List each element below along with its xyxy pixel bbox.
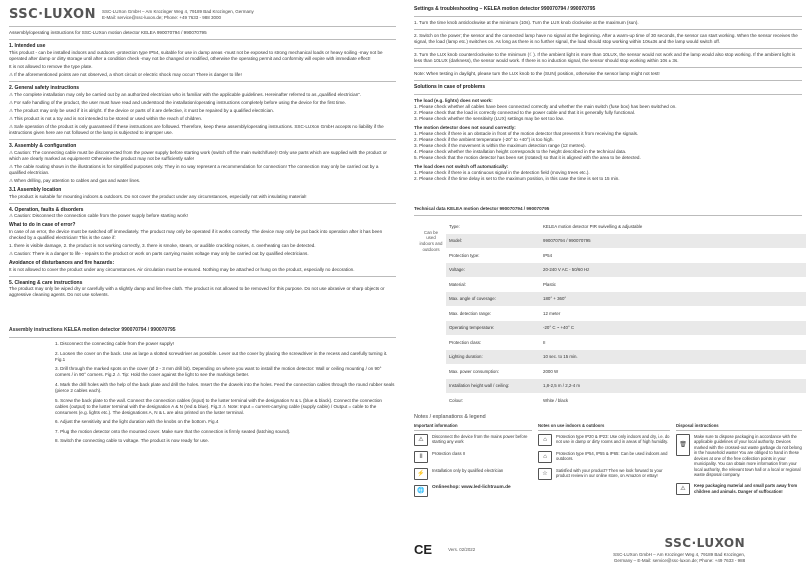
tech-value: 12 meter bbox=[543, 310, 561, 316]
footer-brand bbox=[595, 536, 745, 564]
table-row bbox=[416, 292, 806, 307]
protection-class-icon: II bbox=[414, 451, 428, 463]
divider bbox=[414, 29, 802, 30]
table-row bbox=[416, 263, 806, 278]
divider bbox=[9, 337, 396, 338]
doc-title: Assembly/operating instructions for SSC-LUXon motion detector KELEA 990070794 / 990070795 bbox=[9, 30, 207, 36]
legend-text: Satisfied with your product? Then we look forward to your product review in our online store, on Amazon or eBay! bbox=[556, 467, 663, 479]
assembly-step: 4. Mark the drill holes with the help of the back plate and drill the holes. Insert the the dowels into the holes. Feed the connection cables through the round rubber seals (pierce 2 cables each). bbox=[55, 381, 395, 393]
tech-label: Max. power consumption: bbox=[449, 368, 500, 374]
section-title: 3. Assembly & configuration bbox=[9, 143, 77, 150]
list-item: 1. Turn the time knob anticlockwise at the minimum (10s). Turn the LUX knob clockwise at the maximum (sun). bbox=[414, 19, 639, 25]
table-row bbox=[416, 277, 806, 292]
legend-text: Protection type IP20 & IP23: Use only indoors and dry, i.e. do not use in damp or dirty rooms and in areas of high humidity. bbox=[556, 433, 670, 445]
warning-icon: ⚠ bbox=[414, 434, 428, 446]
divider bbox=[9, 139, 396, 140]
divider bbox=[9, 203, 396, 204]
problem-title: The motion detector does not sound correctly: bbox=[414, 124, 516, 130]
tech-label: Max. detection range: bbox=[449, 310, 492, 316]
section-title: Solutions in case of problems bbox=[414, 83, 486, 90]
list-item: 3. Please check whether the sensitivity (LUX) settings may be set too low. bbox=[414, 115, 564, 121]
section-title: Settings & troubleshooting – KELEA motion detector 990070794 / 990070795 bbox=[414, 6, 596, 12]
section-title: What to do in case of error? bbox=[9, 222, 76, 229]
assembly-step: 6. Adjust the sensitivity and the light duration with the knobs on the bottom. Fig.4 bbox=[55, 419, 219, 425]
footer-logo: SSC·LUXON bbox=[664, 536, 746, 550]
list-item: ⚠ This product is not a toy and is not intended to be stored or used within the reach of children. bbox=[9, 116, 396, 122]
tech-label: Material: bbox=[449, 281, 466, 287]
divider bbox=[414, 16, 802, 17]
legend-row bbox=[414, 485, 532, 497]
divider bbox=[414, 80, 802, 81]
legend-text: Make sure to dispose packaging in accordance with the applicable guidelines of your local authority. Devices marked with the crossed-out waste garbage do not belong in the household waste! You are obliged to hand in these devices at one of the free collection points in your municipality. You can obtain more information from your local authority, the relevant town hall or a local or regional waste disposal company. bbox=[694, 433, 802, 478]
table-row bbox=[416, 379, 806, 394]
paragraph: 1. there is visible damage, 2. the product is not working correctly, 3. there is smoke, steam, or audible crackling noises, 4. overheating can be detected. bbox=[9, 242, 316, 248]
right-column bbox=[412, 0, 808, 502]
tech-label: Operating temperature: bbox=[446, 321, 540, 336]
tech-value: 10 sec. to 15 min. bbox=[540, 350, 806, 365]
ce-mark-icon: CE bbox=[414, 542, 433, 558]
notes-legend bbox=[414, 423, 802, 502]
list-item: ⚠ Safe operation of the product is only guaranteed if these instructions are followed. Therefore, keep these assembly/operating instructions. SSC-LUXon GmbH accepts no liability if the instructions given here are not followed or the lamp is subjected to improper use. bbox=[9, 124, 396, 136]
tech-value: II bbox=[543, 339, 546, 345]
tech-label: Max. angle of coverage: bbox=[446, 292, 540, 307]
tech-label: Colour: bbox=[449, 397, 464, 403]
tech-side-note: Can be used indoors and outdoors bbox=[419, 229, 443, 252]
list-item: 2. Switch on the power; the sensor and the connected lamp have no signal at the beginning. After a warm-up time of 30 seconds, the sensor can start working. When the sensor receives the signal, the load (lamp etc.) switches on. As long as there is no further signal, the load should stop working within 10s±3s and the lamp would switch off. bbox=[414, 32, 798, 44]
legend-text: Protection type IP54, IP55 & IP65: Can be used indoors and outdoors. bbox=[556, 450, 668, 462]
divider bbox=[9, 81, 396, 82]
legend-text: Protection class II bbox=[432, 450, 466, 456]
list-item: 2. Please check if the time delay is set to the maximum position, in this case the time is set to 15 min. bbox=[414, 176, 620, 182]
warning-text: ⚠ If the aforementioned points are not observed, a short circuit or electric shock may occur! There is danger to life! bbox=[9, 72, 396, 78]
table-row bbox=[416, 234, 806, 249]
usage-column bbox=[538, 423, 670, 502]
legend-row bbox=[538, 468, 670, 480]
list-item: 2. Please check that the load is correctly connected to the power cable and that it is generally fully functional. bbox=[414, 109, 636, 115]
tech-label: Installation height wall / ceiling: bbox=[446, 379, 540, 394]
divider bbox=[414, 67, 802, 68]
section-title: 1. Intended use bbox=[9, 43, 46, 50]
paragraph: It is not allowed to cover the product under any circumstances. Air circulation must be ensured. Nothing may be attached or hung on the product, especially no decoration. bbox=[9, 266, 355, 272]
section-title: 2. General safety instructions bbox=[9, 85, 80, 92]
tech-value: 990070794 / 990070795 bbox=[540, 234, 806, 249]
tech-value: IP54 bbox=[543, 252, 553, 258]
tech-label: Voltage: bbox=[446, 263, 540, 278]
version: Vers. 02/2022 bbox=[448, 547, 476, 553]
legend-row bbox=[538, 451, 670, 463]
list-item: 1. Please check if there is an obstacle in front of the motion detector that prevents it from receiving the signals. bbox=[414, 130, 639, 136]
list-item: 3. Turn the LUX knob counterclockwise to the minimum (☾). If the ambient light is more than 10LUX, the sensor would not work and the lamp would also stop working. If the ambient light is less than 10LUX (darkness), the sensor would work. If there is no induction signal, the sensor should stop working within 10s ± 3s. bbox=[414, 51, 796, 63]
divider bbox=[414, 48, 802, 49]
divider bbox=[9, 276, 396, 277]
waste-bin-icon: 🗑 bbox=[676, 434, 690, 456]
list-item: 5. Please check that the motion detector has been set (rotated) so that it is aligned with the area to be detected. bbox=[414, 155, 641, 161]
tech-label: Model: bbox=[446, 234, 540, 249]
table-row bbox=[416, 393, 806, 408]
legend-row bbox=[676, 434, 802, 478]
brand-address: SSC-LUXon GmbH – Am Krozinger Weg 4, 79189 Bad Krozingen, Germany bbox=[102, 8, 254, 14]
list-item: ⚠ Caution: The connecting cable must be disconnected from the power supply before starting work (switch off the main switch/fuse)! Only use parts which are supplied with the product or which are clearly marked as equipment! Otherwise the product may not be sufficiently safe! bbox=[9, 150, 396, 162]
left-column bbox=[0, 0, 404, 448]
assembly-step: 5. Screw the back plate to the wall. Connect the connection cables (input) to the luster terminal with the designation N & L (blue & black). Connect the connection cables (output) to the luster terminal with the designation A & N (red & blue). Fig.3 ⚠ Note: Input = current-carrying cable (supply cable) / Output = cable to the consumers (e.g. lights etc.). The designations A, N & L are also printed on the luster terminal. bbox=[55, 397, 382, 415]
paragraph: This product - can be installed indoors and outdoors -protection type IP54, suitable for use in damp areas -must not be exposed to strong mechanical loads or heavy soiling -may not be operated after damp or dirty storage until after a condition check -may not be changed or modified, otherwise the operating permit and conformity will expire with immediate effect! bbox=[9, 49, 383, 61]
tech-table bbox=[416, 219, 806, 408]
indoor-icon: ⌂ bbox=[538, 434, 552, 446]
legend-text: Disconnect the device from the mains power before starting any work bbox=[432, 433, 528, 445]
legend-row bbox=[414, 451, 532, 463]
legend-row bbox=[414, 468, 532, 480]
assembly-step: 3. Drill through the marked spots on the cover (Ø 2 - 3 mm drill bit). Depending on where you want to install the motion detector: Wall or ceiling mounting / on 90° corners / in 90° corners. Fig.2 ⚠ Tip: Hold the cover against the light to see the markings better. bbox=[55, 366, 382, 378]
tech-label: Lighting duration: bbox=[446, 350, 540, 365]
list-item: 2. Please check if the ambient temperature (-20° to +40°) is too high. bbox=[414, 136, 554, 142]
note-text: Note: When testing in daylight, please turn the LUX knob to the (SUN) position, otherwise the sensor lamp might not test! bbox=[414, 70, 660, 76]
column-title: Important information bbox=[414, 423, 532, 431]
paragraph: It is not allowed to remove the type plate. bbox=[9, 63, 93, 69]
table-row bbox=[416, 219, 806, 234]
tech-label: Type: bbox=[449, 223, 460, 229]
star-icon: ☆ bbox=[538, 468, 552, 480]
assembly-instructions-title: Assembly instructions KELEA motion detector 990070794 / 990070795 bbox=[9, 327, 176, 334]
legend-text: Keep packaging material and small parts away from children and animals. Danger of suffocation! bbox=[694, 482, 798, 494]
legend-text: Installation only by qualified electrician bbox=[432, 467, 504, 473]
tech-label: Protection type: bbox=[449, 252, 480, 258]
important-column bbox=[414, 423, 532, 502]
table-row bbox=[416, 350, 806, 365]
assembly-step: 8. Switch the connecting cable to voltage. The product is now ready for use. bbox=[55, 438, 209, 444]
legend-row bbox=[676, 483, 802, 495]
divider bbox=[9, 26, 396, 27]
globe-icon: 🌐 bbox=[414, 485, 428, 497]
list-item: ⚠ The product may only be used if it is alright. If the device or parts of it are defective, it must be repaired by a qualified electrician. bbox=[9, 108, 396, 114]
brand-contact: E-Mail: service@ssc-luxon.de; Phone: +49 7633 - 988 3000 bbox=[102, 14, 222, 20]
table-row bbox=[416, 321, 806, 336]
brand-logo: SSC·LUXON bbox=[9, 7, 96, 22]
tech-value: Plastic bbox=[543, 281, 556, 287]
outdoor-icon: ⌂ bbox=[538, 451, 552, 463]
list-item: ⚠ The cable routing shown in the illustrations is for simplified purposes only. They in no way represent a recommendation for connection! The connection may only be carried out by a qualified electrician. bbox=[9, 164, 396, 176]
tech-value: 180° + 360° bbox=[540, 292, 806, 307]
footer-address: SSC-LUXon GmbH – Am Krozinger Weg 4, 79189 Bad Krozingen, Germany – E-Mail: service@ssc-luxon.de; Phone: +49 7633 - 988 bbox=[613, 551, 746, 563]
table-row bbox=[416, 248, 806, 263]
table-row bbox=[416, 364, 806, 379]
disposal-column bbox=[676, 423, 802, 502]
list-item: 3. Please check if the movement is within the maximum detection range (12 metres). bbox=[414, 143, 586, 148]
warning-icon: ⚠ bbox=[676, 483, 690, 495]
header bbox=[9, 6, 396, 23]
table-row bbox=[416, 335, 806, 350]
divider bbox=[9, 39, 396, 40]
problem-title: The load (e.g. lights) does not work: bbox=[414, 97, 493, 103]
warning-text: ⚠ Caution: There is a danger to life - repairs to the product or work on parts carrying mains voltage may only be carried out by qualified electricians. bbox=[9, 251, 396, 257]
tech-value: -20° C ~ +40° C bbox=[540, 321, 806, 336]
section-title: 4. Operation, faults & disorders bbox=[9, 206, 84, 213]
legend-row bbox=[414, 434, 532, 446]
shop-link[interactable]: Onlineshop: www.led-lichtraum.de bbox=[432, 484, 511, 490]
tech-value: KELEA motion detector PIR swivelling & adjustable bbox=[543, 223, 643, 229]
warning-text: ⚠ Caution: Disconnect the connection cable from the power supply before starting work! bbox=[9, 213, 396, 219]
tech-value: White / black bbox=[543, 397, 569, 403]
tech-value: 2000 W bbox=[543, 368, 559, 374]
tech-value: 1,8-2,5 m / 2,2-4 m bbox=[540, 379, 806, 394]
tech-label: Protection class: bbox=[449, 339, 482, 345]
notes-title: Notes / explanations & legend bbox=[414, 413, 486, 420]
divider bbox=[414, 94, 802, 95]
brand-address-block bbox=[102, 9, 254, 21]
column-title: Disposal instructions bbox=[676, 423, 802, 431]
problem-title: The load does not switch off automatically: bbox=[414, 164, 509, 170]
tech-title: Technical data KELEA motion detector 990070794 / 990070795 bbox=[414, 206, 550, 212]
list-item: ⚠ The complete installation may only be carried out by an authorized electrician who is familiar with the applicable guidelines. Hereinafter referred to as „qualified electrician". bbox=[9, 92, 396, 98]
list-item: 1. Please check whether all cables have been connected correctly and whether the main switch (fuse box) has been switched on. bbox=[414, 103, 677, 109]
assembly-step: 1. Disconnect the connecting cable from the power supply! bbox=[55, 341, 174, 347]
list-item: 4. Please check whether the installation height corresponds to the height described in the technical data. bbox=[414, 149, 627, 155]
assembly-step: 7. Plug the motion detector onto the mounted cover. Make sure that the connection is firmly seated (latching sound). bbox=[55, 428, 291, 434]
paragraph: In case of an error, the device must be switched off immediately. The product may only be operated if it works correctly. The device may only be put back into operation after it has been checked by a qualified electrician! This is the case if: bbox=[9, 228, 383, 240]
section-title: Avoidance of disturbances and fire hazards: bbox=[9, 260, 115, 267]
column-title: Notes on use indoors & outdoors bbox=[538, 423, 670, 431]
list-item: ⚠ For safe handling of the product, the user must have read and understood the installation/operating instructions completely before using the device for the first time. bbox=[9, 100, 396, 106]
legend-row bbox=[538, 434, 670, 446]
section-title: 5. Cleaning & care instructions bbox=[9, 279, 83, 286]
tech-value: 20-240 V AC - 50/60 Hz bbox=[540, 263, 806, 278]
list-item: ⚠ When drilling, pay attention to cables and gas and water lines. bbox=[9, 178, 396, 184]
table-row bbox=[416, 306, 806, 321]
footer bbox=[414, 536, 802, 564]
electrician-icon: ⚡ bbox=[414, 468, 428, 480]
divider bbox=[414, 215, 802, 216]
paragraph: The product may only be wiped dry or carefully with a slightly damp and lint-free cloth. The product is not allowed to be removed for this purpose. Do not use abrasive or sharp objects or aggressive cleaning agents. Do not use solvents. bbox=[9, 286, 385, 298]
paragraph: The product is suitable for mounting indoors & outdoors. Do not cover the product under any circumstances, especially not with insulating material! bbox=[9, 193, 307, 199]
list-item: 1. Please check if there is a continuous signal in the detection field (moving trees etc.). bbox=[414, 170, 590, 176]
assembly-step: 2. Loosen the cover on the back. Use as large a slotted screwdriver as possible. Lever out the cover by placing the screwdriver in the recess and carefully turning it. Fig.1 bbox=[55, 350, 388, 362]
section-title: 3.1 Assembly location bbox=[9, 186, 62, 193]
